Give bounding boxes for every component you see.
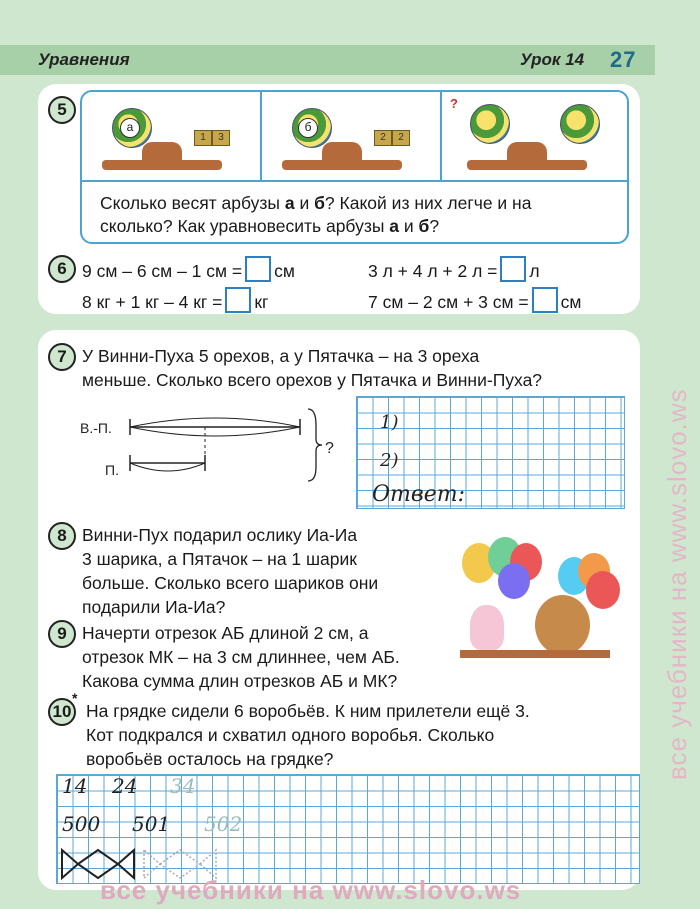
- exercise-number-8: 8: [48, 522, 76, 550]
- weight: 1: [194, 130, 212, 146]
- melon-label-a: а: [120, 118, 140, 138]
- answer-box[interactable]: [225, 287, 251, 313]
- exercise-number-6: 6: [48, 255, 76, 283]
- balloon: [586, 571, 620, 609]
- handwritten-number: 24: [112, 774, 138, 798]
- scale-stand: [322, 142, 362, 162]
- ex5-line1: Сколько весят арбузы а и б? Какой из них легче и на: [100, 193, 532, 213]
- weight: 3: [212, 130, 230, 146]
- ex8-line: Винни-Пух подарил ослику Иа-Иа: [82, 525, 358, 545]
- question-mark: ?: [450, 96, 458, 111]
- handwritten-step-1: 1): [380, 412, 399, 433]
- ex7-line2: меньше. Сколько всего орехов у Пятачка и Винни-Пуха?: [82, 370, 543, 390]
- scale-separator: [440, 92, 442, 180]
- diagram-label-p: П.: [105, 462, 119, 478]
- handwritten-number-faded: 502: [204, 812, 243, 836]
- piglet: [470, 605, 504, 650]
- answer-box[interactable]: [245, 256, 271, 282]
- ex10-line: Кот подкрался и схватил одного воробья. Сколько: [86, 725, 495, 745]
- scale-separator: [260, 92, 262, 180]
- winnie-the-pooh: [535, 595, 590, 655]
- balloons-illustration: [450, 535, 630, 675]
- ex8-line: 3 шарика, а Пятачок – на 1 шарик: [82, 549, 357, 569]
- equation-3: 8 кг + 1 кг – 4 кг = кг: [82, 287, 268, 314]
- scales-divider: [82, 180, 627, 182]
- segment-diagram: [120, 405, 325, 485]
- scale-stand: [507, 142, 547, 162]
- ex10-line: воробьёв осталось на грядке?: [86, 749, 334, 769]
- weight: 2: [392, 130, 410, 146]
- balloon: [498, 563, 530, 599]
- exercise-number-9: 9: [48, 620, 76, 648]
- equation-4: 7 см – 2 см + 3 см = см: [368, 287, 581, 314]
- ex8-line: подарили Иа-Иа?: [82, 597, 226, 617]
- ex7-line1: У Винни-Пуха 5 орехов, а у Пятачка – на 3 ореха: [82, 346, 480, 366]
- ex8-line: больше. Сколько всего шариков они: [82, 573, 379, 593]
- scale-stand: [142, 142, 182, 162]
- handwritten-answer: Ответ:: [372, 482, 465, 507]
- ex5-line2: сколько? Как уравновесить арбузы а и б?: [100, 216, 440, 236]
- exercise-number-5: 5: [48, 96, 76, 124]
- handwritten-number: 14: [62, 774, 88, 798]
- lesson-label: Урок 14: [520, 50, 585, 69]
- star-mark: *: [72, 690, 78, 706]
- answer-box[interactable]: [500, 256, 526, 282]
- answer-box[interactable]: [532, 287, 558, 313]
- melon-label-b: б: [298, 118, 318, 138]
- equation-1: 9 см – 6 см – 1 см = см: [82, 256, 295, 283]
- equation-2: 3 л + 4 л + 2 л = л: [368, 256, 540, 283]
- watermelon-a: [470, 104, 510, 144]
- exercise-number-10: 10: [48, 698, 76, 726]
- diagram-label-vp: В.-П.: [80, 420, 112, 436]
- handwritten-step-2: 2): [380, 450, 399, 471]
- ex10-line: На грядке сидели 6 воробьёв. К ним прилетели ещё 3.: [86, 701, 530, 721]
- page-number: 27: [610, 47, 637, 72]
- ex9-line: Начерти отрезок АБ длиной 2 см, а: [82, 623, 369, 643]
- ex9-line: отрезок МК – на 3 см длиннее, чем АБ.: [82, 647, 400, 667]
- watermark-bottom: все учебники на www.slovo.ws: [100, 875, 522, 905]
- handwritten-number: 501: [132, 812, 171, 836]
- watermark-side: все учебники на www.slovo.ws: [662, 388, 692, 780]
- bench: [460, 650, 610, 658]
- handwritten-number: 500: [62, 812, 101, 836]
- weight: 2: [374, 130, 392, 146]
- handwritten-number-faded: 34: [170, 774, 196, 798]
- ex9-line: Какова сумма длин отрезков АБ и МК?: [82, 671, 398, 691]
- topic-title: Уравнения: [38, 50, 130, 69]
- watermelon-b: [560, 104, 600, 144]
- exercise-number-7: 7: [48, 343, 76, 371]
- brace-question: ?: [325, 440, 334, 457]
